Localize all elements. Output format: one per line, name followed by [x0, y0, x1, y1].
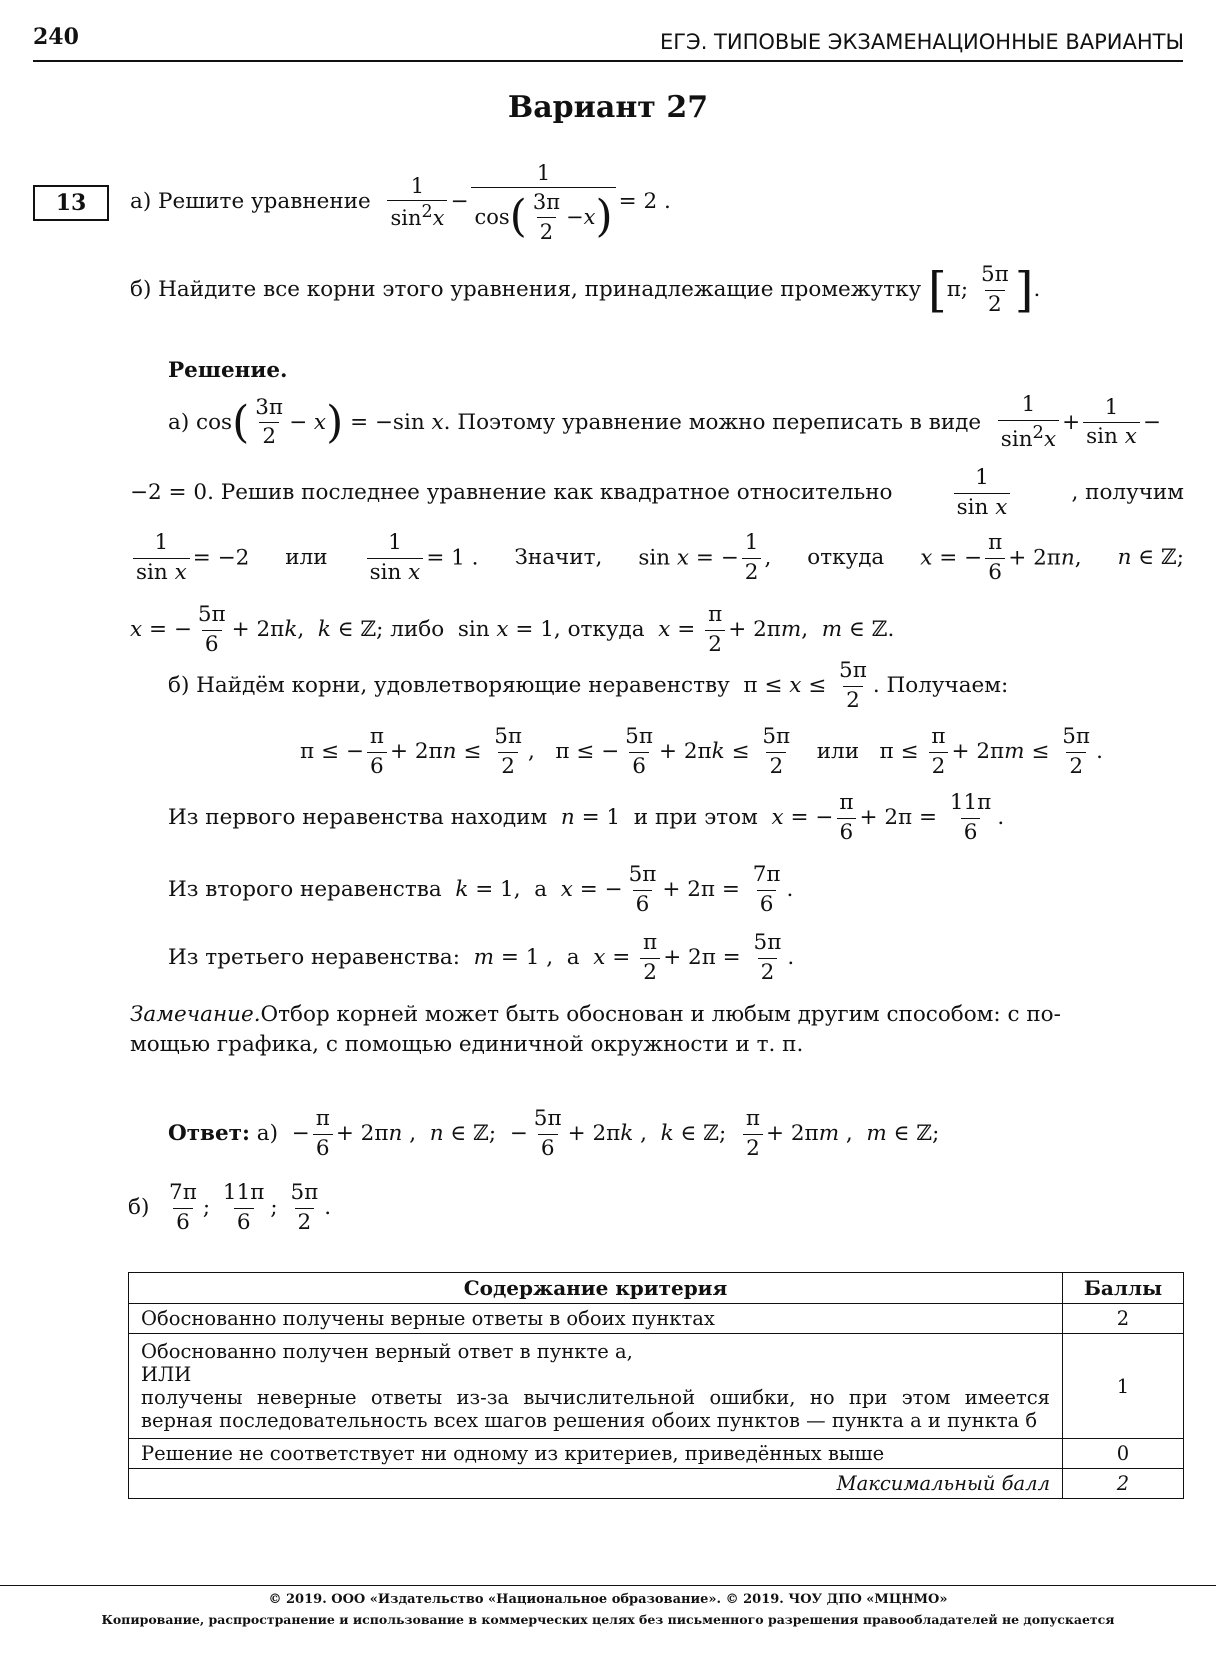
solution-first-root: Из первого неравенства находим n = 1 и при этом x = − $\frac{\pi}{6}$ + 2π = $\frac{11\pi}{6}$ . [168, 790, 1005, 845]
note-label: Замечание. [130, 1002, 261, 1027]
page-number: 240 [33, 24, 79, 50]
solution-inequalities: π ≤ − $\frac{\pi}{6}$ + 2π n ≤ $\frac{5\pi}{2}$ , π ≤ − $\frac{5\pi}{6}$ + 2π k ≤ $\frac{5\pi}{2}$ или π ≤ $\frac{\pi}{2}$ + 2π m ≤ $\frac{5\pi}{2}$ . [300, 724, 1103, 779]
footer-notice: Копирование, распространение и использование в коммерческих целях без письменного разрешения правообладателей не допускается [101, 1612, 1115, 1627]
task-fraction-1: $\frac{1}{\sin^2x}$ [387, 173, 447, 232]
header-divider [33, 60, 1183, 62]
footer-copyright: © 2019. ООО «Издательство «Национальное образование». © 2019. ЧОУ ДПО «МЦНМО» [268, 1592, 948, 1607]
criteria-col-points: Баллы [1063, 1273, 1184, 1304]
solution-title: Решение. [168, 358, 288, 383]
note-line-1: Замечание. Отбор корней может быть обоснован и любым другим способом: с по- [130, 1002, 1061, 1027]
task-part-a: а) Решите уравнение $\frac{1}{\sin^2x}$ − 1 cos ( $\frac{3\pi}{2}$ − x ) = 2 . [130, 161, 671, 244]
criteria-col-content: Содержание критерия [129, 1273, 1063, 1304]
note-line-2: мощью графика, с помощью единичной окружности и т. п. [130, 1032, 804, 1057]
criteria-header-row [129, 1273, 1184, 1304]
solution-line-3: $\frac{1}{\text{sin x}}$ = −2 или $\frac{1}{\text{sin x}}$ = 1 . Значит, sin x = − $\frac{1}{2}$ , откуда x = − $\frac{\pi}{6}$ + 2πn, n ∈ ℤ; [130, 530, 1184, 587]
answer-part-b: б) $\frac{7\pi}{6}$ ; $\frac{11\pi}{6}$ ; $\frac{5\pi}{2}$ . [128, 1180, 332, 1235]
criteria-row: Обоснованно получены верные ответы в обоих пунктах 2 [129, 1304, 1184, 1334]
footer-divider [0, 1585, 1216, 1586]
task-b-text: б) Найдите все корни этого уравнения, принадлежащие промежутку [130, 276, 922, 302]
criteria-row: Решение не соответствует ни одному из критериев, приведённых выше 0 [129, 1439, 1184, 1469]
solution-line-2: −2 = 0. Решив последнее уравнение как квадратное относительно $\frac{1}{\text{sin x}}$ , получим [130, 465, 1184, 520]
task-part-b: б) Найдите все корни этого уравнения, принадлежащие промежутку [ π; $\frac{5\pi}{2}$ ] . [130, 262, 1041, 319]
answer-label: Ответ: [168, 1120, 250, 1146]
criteria-max-row: Максимальный балл 2 [129, 1469, 1184, 1499]
solution-part-b-intro: б) Найдём корни, удовлетворяющие неравенству π ≤ x ≤ $\frac{5\pi}{2}$ . Получаем: [168, 658, 1009, 713]
solution-second-root: Из второго неравенства k = 1, а x = − $\frac{5\pi}{6}$ + 2π = $\frac{7\pi}{6}$ . [168, 862, 794, 917]
answer-part-a: Ответ: а) − $\frac{\pi}{6}$ + 2π n , n ∈ ℤ; − $\frac{5\pi}{6}$ + 2π k , k ∈ ℤ; $\frac{\pi}{2}$ + 2π m , m ∈ ℤ; [168, 1106, 940, 1161]
solution-line-4: x = − $\frac{5\pi}{6}$ + 2π k , k ∈ ℤ; либо sin x = 1, откуда x = $\frac{\pi}{2}$ + 2π m , m ∈ ℤ. [130, 602, 895, 657]
task-fraction-2: 1 cos ( $\frac{3\pi}{2}$ − x ) [471, 160, 615, 245]
criteria-row: Обоснованно получен верный ответ в пункте а, ИЛИ получены неверные ответы из-за вычислительной ошибки, но при этом имеется верная последовательность всех шагов решения обоих пунктов — пункта а и пункта б 1 [129, 1334, 1184, 1439]
task-a-label: а) Решите уравнение [130, 188, 371, 214]
task-number-box: 13 [33, 185, 109, 221]
criteria-table [128, 1272, 1184, 1499]
running-header: ЕГЭ. ТИПОВЫЕ ЭКЗАМЕНАЦИОННЫЕ ВАРИАНТЫ [659, 30, 1184, 54]
solution-line-1: а) cos ( $\frac{3\pi}{2}$ − x ) = −sin x . Поэтому уравнение можно переписать в виде $\frac{1}{\sin^2x}$ + $\frac{1}{\text{sin x}}$ − [168, 392, 1161, 453]
solution-third-root: Из третьего неравенства: m = 1 , а x = $\frac{\pi}{2}$ + 2π = $\frac{5\pi}{2}$ . [168, 930, 795, 985]
variant-title: Вариант 27 [507, 90, 709, 125]
